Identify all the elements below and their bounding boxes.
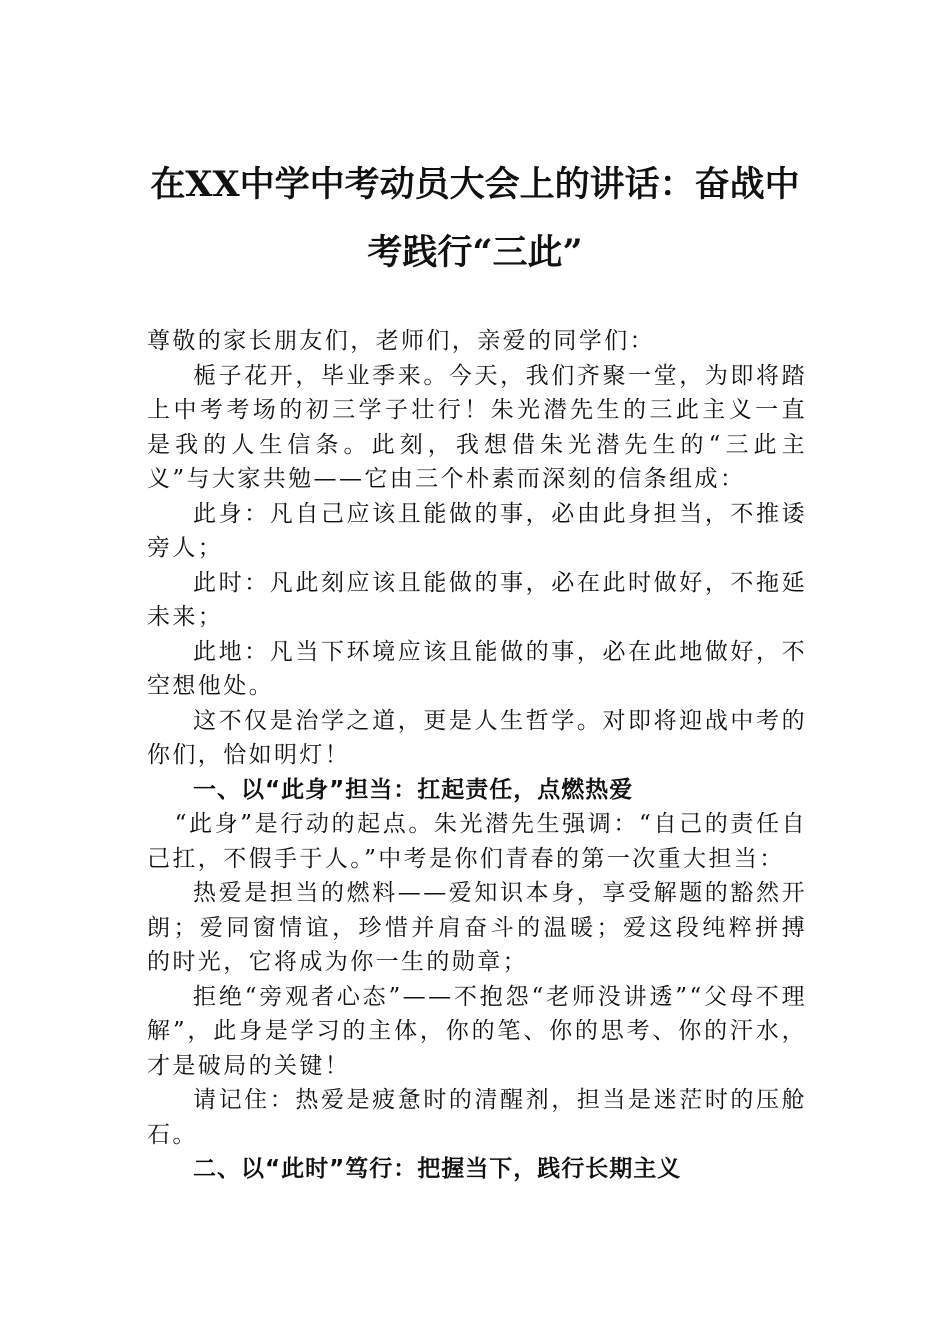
salutation: 尊敬的家长朋友们，老师们，亲爱的同学们： [147, 328, 655, 354]
document-body [147, 324, 807, 1187]
section-1-paragraph: 请记住：热爱是疲惫时的清醒剂，担当是迷茫时的压舱石。 [147, 1087, 807, 1148]
section-2-heading: 二、以“此时”笃行：把握当下，践行长期主义 [193, 1156, 682, 1182]
paragraph-philosophy: 这不仅是治学之道，更是人生哲学。对即将迎战中考的你们，恰如明灯！ [147, 707, 807, 768]
paragraph-cidi: 此地：凡当下环境应该且能做的事，必在此地做好，不空想他处。 [147, 638, 807, 699]
section-1-paragraph: 热爱是担当的燃料——爱知识本身，享受解题的豁然开朗；爱同窗情谊，珍惜并肩奋斗的温暖；爱这段纯粹拼搏的时光，它将成为你一生的勋章； [147, 880, 807, 975]
section-1-heading: 一、以“此身”担当：扛起责任，点燃热爱 [193, 776, 634, 803]
paragraph-cishen: 此身：凡自己应该且能做的事，必由此身担当，不推诿旁人； [147, 500, 807, 561]
paragraph-intro: 栀子花开，毕业季来。今天，我们齐聚一堂，为即将踏上中考考场的初三学子壮行！朱光潜先生的三此主义一直是我的人生信条。此刻，我想借朱光潜先生的“三此主义”与大家共勉——它由三个朴素而深刻的信条组成： [147, 362, 807, 492]
document-title-line-2: 考践行“三此” [367, 232, 583, 273]
section-1-paragraph: “此身”是行动的起点。朱光潜先生强调：“自己的责任自己扛，不假手于人。”中考是你们青春的第一次重大担当： [147, 811, 807, 872]
document-title-line-1: 在XX中学中考动员大会上的讲话：奋战中 [150, 164, 800, 205]
paragraph-cishi: 此时：凡此刻应该且能做的事，必在此时做好，不拖延未来； [147, 569, 807, 630]
section-1-paragraph: 拒绝“旁观者心态”——不抱怨“老师没讲透”“父母不理解”，此身是学习的主体，你的笔、你的思考、你的汗水，才是破局的关键！ [147, 983, 807, 1079]
